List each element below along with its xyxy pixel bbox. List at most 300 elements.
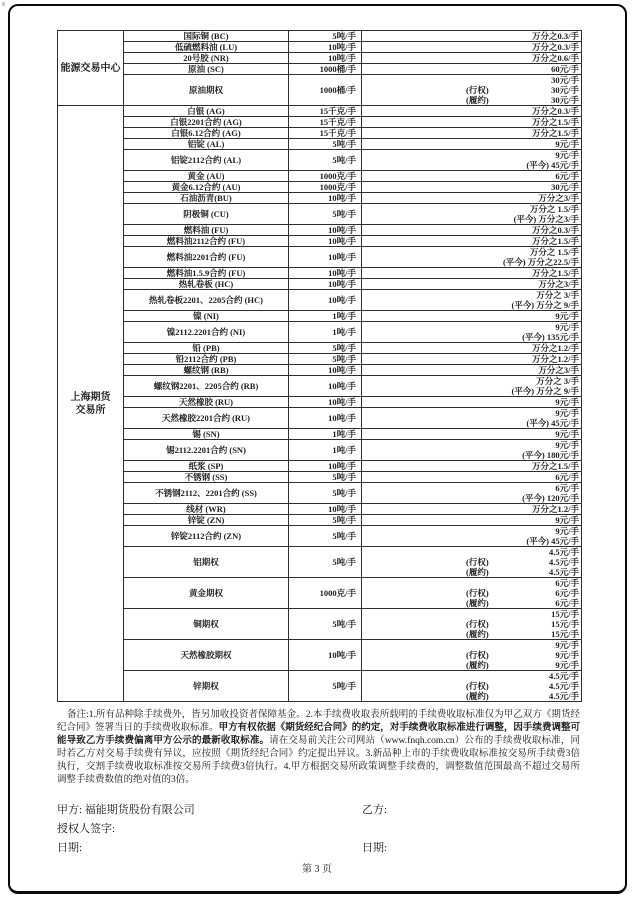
fee-line: [362, 567, 579, 577]
fee-cell: [362, 42, 581, 52]
product-cell: 石油沥青(BU): [124, 193, 289, 203]
fee-value: 9元/手: [555, 322, 579, 332]
fee-cell: [362, 150, 581, 170]
fee-value: (平今) 万分之22.5/手: [502, 257, 579, 267]
product-cell: 原油 (SC): [124, 64, 289, 74]
unit-cell: 10吨/手: [289, 42, 362, 52]
unit-cell: 10吨/手: [289, 408, 362, 428]
fee-value: 万分之 3/手: [536, 290, 579, 300]
section-rows: [124, 106, 581, 701]
fee-line: [362, 408, 579, 418]
fee-line: [362, 290, 579, 300]
unit-cell: 10吨/手: [289, 365, 362, 375]
fee-value: 万分之0.3/手: [532, 106, 579, 116]
table-row: [124, 64, 581, 75]
fee-line: [362, 193, 579, 203]
product-cell: 铜期权: [124, 609, 289, 639]
fee-line: [362, 557, 579, 567]
fee-value: 9元/手: [555, 397, 579, 407]
fee-value: 30元/手: [551, 85, 579, 95]
fee-cell: [362, 311, 581, 321]
fee-value: 万分之 1.5/手: [529, 204, 579, 214]
fee-line: [362, 691, 579, 701]
product-cell: 不锈钢 (SS): [124, 472, 289, 482]
fee-line: [362, 547, 579, 557]
fee-line: [362, 483, 579, 493]
fee-value: 30元/手: [551, 75, 579, 85]
fee-tag: (履约): [466, 598, 489, 608]
fee-cell: [362, 225, 581, 235]
exchange-cell: [58, 31, 124, 105]
fee-cell: [362, 547, 581, 577]
fee-value: 9元/手: [555, 429, 579, 439]
fee-line: [362, 279, 579, 289]
fee-line: [362, 515, 579, 525]
fee-line: [362, 247, 579, 257]
fee-value: 9元/手: [555, 650, 579, 660]
fee-line: [362, 214, 579, 224]
fee-value: 15元/手: [551, 629, 579, 639]
fee-line: [362, 472, 579, 482]
table-row: [124, 193, 581, 204]
fee-line: [362, 42, 579, 52]
fee-value: (平今) 45元/手: [526, 160, 579, 170]
table-row: [124, 139, 581, 150]
unit-cell: 1000克/手: [289, 182, 362, 192]
fee-tag: (履约): [466, 629, 489, 639]
table-row: [124, 440, 581, 461]
unit-cell: 10吨/手: [289, 461, 362, 471]
product-cell: 燃料油2201合约 (FU): [124, 247, 289, 267]
table-row: [124, 408, 581, 429]
fee-cell: [362, 483, 581, 503]
fee-line: [362, 440, 579, 450]
table-row: [124, 150, 581, 171]
product-cell: 纸浆 (SP): [124, 461, 289, 471]
table-section: [58, 31, 581, 106]
fee-value: 9元/手: [555, 515, 579, 525]
fee-tag: (行权): [466, 557, 489, 567]
table-row: [124, 578, 581, 609]
table-row: [124, 472, 581, 483]
fee-value: 万分之1.2/手: [532, 343, 579, 353]
fee-tag: (行权): [466, 650, 489, 660]
table-row: [124, 106, 581, 117]
fee-line: [362, 578, 579, 588]
fee-line: [362, 171, 579, 181]
product-cell: 锡2112.2201合约 (SN): [124, 440, 289, 460]
fee-value: 万分之1.5/手: [532, 117, 579, 127]
fee-value: 4.5元/手: [549, 567, 579, 577]
fee-value: 15元/手: [551, 609, 579, 619]
unit-cell: 5吨/手: [289, 343, 362, 353]
fee-cell: [362, 640, 581, 670]
product-cell: 天然橡胶2201合约 (RU): [124, 408, 289, 428]
fee-value: 万分之 3/手: [536, 376, 579, 386]
fee-cell: [362, 268, 581, 278]
fee-value: 30元/手: [551, 95, 579, 105]
fee-cell: [362, 204, 581, 224]
date-a-label: 日期:: [57, 842, 83, 854]
table-row: [124, 42, 581, 53]
fee-line: [362, 322, 579, 332]
fee-value: 15元/手: [551, 619, 579, 629]
scan-artifact: [2, 2, 5, 6]
unit-cell: 5吨/手: [289, 31, 362, 41]
unit-cell: 10吨/手: [289, 397, 362, 407]
fee-value: 6元/手: [555, 588, 579, 598]
table-row: [124, 483, 581, 504]
fee-value: 9元/手: [555, 660, 579, 670]
exchange-cell: [58, 106, 124, 701]
fee-value: (平今) 180元/手: [522, 450, 579, 460]
fee-cell: [362, 290, 581, 310]
fee-line: [362, 182, 579, 192]
unit-cell: 1吨/手: [289, 311, 362, 321]
fee-value: (平今) 万分之 9/手: [511, 386, 579, 396]
fee-tag: (行权): [466, 588, 489, 598]
unit-cell: 1000桶/手: [289, 75, 362, 105]
unit-cell: 5吨/手: [289, 472, 362, 482]
notes-segment: 甲方有权依据《期货经纪合同》的约定，对手续费收取标准进行调整，因手续费调整可能导致乙方手续费偏离甲方公示的最新收取标准。: [57, 723, 580, 746]
unit-cell: 10吨/手: [289, 53, 362, 63]
fee-cell: [362, 343, 581, 353]
unit-cell: 1吨/手: [289, 440, 362, 460]
fee-line: [362, 257, 579, 267]
fee-value: 9元/手: [555, 150, 579, 160]
fee-value: 万分之0.6/手: [532, 53, 579, 63]
product-cell: 低硫燃料油 (LU): [124, 42, 289, 52]
fee-value: 6元/手: [555, 578, 579, 588]
table-row: [124, 376, 581, 397]
unit-cell: 10吨/手: [289, 290, 362, 310]
fee-line: [362, 31, 579, 41]
fee-value: (平今) 120元/手: [522, 493, 579, 503]
fee-value: 万分之0.3/手: [532, 31, 579, 41]
unit-cell: 5吨/手: [289, 139, 362, 149]
table-row: [124, 354, 581, 365]
fee-line: [362, 526, 579, 536]
fee-cell: [362, 515, 581, 525]
table-row: [124, 397, 581, 408]
notes-paragraph: [57, 709, 580, 787]
fee-cell: [362, 397, 581, 407]
fee-line: [362, 588, 579, 598]
table-row: [124, 504, 581, 515]
unit-cell: 10吨/手: [289, 225, 362, 235]
unit-cell: 15千克/手: [289, 106, 362, 116]
product-cell: 锌锭2112合约 (ZN): [124, 526, 289, 546]
fee-cell: [362, 193, 581, 203]
fee-tag: (履约): [466, 95, 489, 105]
fee-value: 万分之0.3/手: [532, 225, 579, 235]
table-row: [124, 247, 581, 268]
signature-block: [57, 801, 580, 858]
fee-line: [362, 150, 579, 160]
table-row: [124, 225, 581, 236]
fee-line: [362, 236, 579, 246]
table-row: [124, 290, 581, 311]
fee-line: [362, 504, 579, 514]
fee-line: [362, 640, 579, 650]
fee-cell: [362, 609, 581, 639]
table-row: [124, 640, 581, 671]
fee-cell: [362, 128, 581, 138]
fee-line: [362, 343, 579, 353]
fee-cell: [362, 354, 581, 364]
fee-line: [362, 376, 579, 386]
fee-tag: (行权): [466, 619, 489, 629]
fee-value: 30元/手: [551, 182, 579, 192]
product-cell: 锌锭 (ZN): [124, 515, 289, 525]
unit-cell: 10吨/手: [289, 268, 362, 278]
product-cell: 白银2201合约 (AG): [124, 117, 289, 127]
fee-value: 万分之3/手: [538, 193, 579, 203]
unit-cell: 15千克/手: [289, 117, 362, 127]
fee-line: [362, 660, 579, 670]
fee-line: [362, 268, 579, 278]
unit-cell: 5吨/手: [289, 547, 362, 577]
product-cell: 铝锭 (AL): [124, 139, 289, 149]
fee-line: [362, 429, 579, 439]
unit-cell: 10吨/手: [289, 193, 362, 203]
fee-value: 4.5元/手: [549, 557, 579, 567]
unit-cell: 5吨/手: [289, 150, 362, 170]
unit-cell: 1吨/手: [289, 429, 362, 439]
fee-cell: [362, 440, 581, 460]
unit-cell: 10吨/手: [289, 640, 362, 670]
table-row: [124, 53, 581, 64]
product-cell: 铅 (PB): [124, 343, 289, 353]
product-cell: 燃料油1.5.9合约 (FU): [124, 268, 289, 278]
fee-cell: [362, 106, 581, 116]
table-row: [124, 204, 581, 225]
unit-cell: 5吨/手: [289, 515, 362, 525]
unit-cell: 5吨/手: [289, 354, 362, 364]
fee-cell: [362, 279, 581, 289]
fee-cell: [362, 461, 581, 471]
product-cell: 国际铜 (BC): [124, 31, 289, 41]
fee-cell: [362, 139, 581, 149]
fee-line: [362, 204, 579, 214]
fee-value: 万分之3/手: [538, 279, 579, 289]
fee-cell: [362, 171, 581, 181]
fee-cell: [362, 322, 581, 342]
product-cell: 黄金 (AU): [124, 171, 289, 181]
fee-value: (平今) 万分之3/手: [513, 214, 579, 224]
fee-line: [362, 450, 579, 460]
fee-value: 6元/手: [555, 483, 579, 493]
product-cell: 黄金6.12合约 (AU): [124, 182, 289, 192]
table-row: [124, 526, 581, 547]
fee-line: [362, 598, 579, 608]
unit-cell: 5吨/手: [289, 526, 362, 546]
product-cell: 铝期权: [124, 547, 289, 577]
fee-line: [362, 117, 579, 127]
product-cell: 螺纹钢 (RB): [124, 365, 289, 375]
fee-value: 万分之 1.5/手: [529, 247, 579, 257]
table-row: [124, 609, 581, 640]
table-row: [124, 322, 581, 343]
date-b-label: 日期:: [362, 842, 388, 854]
table-section: [58, 106, 581, 701]
signature-row: [57, 839, 580, 858]
table-row: [124, 128, 581, 139]
signature-row: [57, 820, 580, 839]
fee-line: [362, 354, 579, 364]
fee-line: [362, 397, 579, 407]
fee-line: [362, 461, 579, 471]
unit-cell: 10吨/手: [289, 279, 362, 289]
fee-value: 4.5元/手: [549, 681, 579, 691]
fee-value: 6元/手: [555, 598, 579, 608]
fee-value: 6元/手: [555, 472, 579, 482]
fee-line: [362, 225, 579, 235]
unit-cell: 1000克/手: [289, 171, 362, 181]
fee-line: [362, 650, 579, 660]
product-cell: 不锈钢2112、2201合约 (SS): [124, 483, 289, 503]
product-cell: 镍2112.2201合约 (NI): [124, 322, 289, 342]
signature-row: [57, 801, 580, 820]
fee-cell: [362, 31, 581, 41]
fee-cell: [362, 526, 581, 546]
fee-cell: [362, 247, 581, 267]
table-row: [124, 343, 581, 354]
notes-segment: 备注:1.所有品种除手续费外，皆另加收投资者保障基金。2.本手续费收取表所载明的手续费收取标准仅为甲乙双方《期货经纪合同》签署当日的手续费收取标准。: [57, 710, 580, 733]
product-cell: 燃料油 (FU): [124, 225, 289, 235]
fee-value: 万分之1.2/手: [532, 354, 579, 364]
fee-value: 6元/手: [555, 171, 579, 181]
product-cell: 铝锭2112合约 (AL): [124, 150, 289, 170]
page-number: 第 3 页: [302, 864, 332, 875]
fee-value: 9元/手: [555, 408, 579, 418]
fee-line: [362, 85, 579, 95]
fee-value: 万分之3/手: [538, 365, 579, 375]
product-cell: 铅2112合约 (PB): [124, 354, 289, 364]
fee-line: [362, 365, 579, 375]
fee-value: 9元/手: [555, 526, 579, 536]
fee-tag: (履约): [466, 567, 489, 577]
fee-cell: [362, 53, 581, 63]
fee-cell: [362, 236, 581, 246]
table-row: [124, 171, 581, 182]
fee-line: [362, 671, 579, 681]
fee-value: 9元/手: [555, 440, 579, 450]
table-row: [124, 31, 581, 42]
table-row: [124, 671, 581, 701]
product-cell: 黄金期权: [124, 578, 289, 608]
table-row: [124, 268, 581, 279]
fee-line: [362, 106, 579, 116]
fee-line: [362, 386, 579, 396]
party-a-label: 甲方: 福能期货股份有限公司: [57, 804, 195, 816]
fee-line: [362, 493, 579, 503]
fee-value: 万分之1.5/手: [532, 268, 579, 278]
product-cell: 白银6.12合约 (AG): [124, 128, 289, 138]
product-cell: 20号胶 (NR): [124, 53, 289, 63]
fee-line: [362, 629, 579, 639]
product-cell: 天然橡胶 (RU): [124, 397, 289, 407]
fee-value: 4.5元/手: [549, 547, 579, 557]
fee-line: [362, 139, 579, 149]
fee-line: [362, 160, 579, 170]
exchange-label: 能源交易中心: [60, 62, 121, 74]
table-row: [124, 117, 581, 128]
product-cell: 燃料油2112合约 (FU): [124, 236, 289, 246]
fee-line: [362, 418, 579, 428]
authorized-signer-label: 授权人签字:: [57, 823, 116, 835]
fee-tag: (行权): [466, 85, 489, 95]
fee-value: 万分之1.5/手: [532, 236, 579, 246]
product-cell: 热轧卷板 (HC): [124, 279, 289, 289]
fee-value: (平今) 45元/手: [526, 536, 579, 546]
fee-cell: [362, 182, 581, 192]
fee-value: 60元/手: [551, 64, 579, 74]
table-row: [124, 365, 581, 376]
fee-cell: [362, 472, 581, 482]
fee-line: [362, 95, 579, 105]
product-cell: 锌期权: [124, 671, 289, 701]
fee-cell: [362, 408, 581, 428]
fee-value: 万分之1.5/手: [532, 461, 579, 471]
fee-value: (平今) 万分之 9/手: [511, 300, 579, 310]
table-row: [124, 311, 581, 322]
unit-cell: 5吨/手: [289, 609, 362, 639]
table-row: [124, 461, 581, 472]
fee-table: [57, 30, 582, 702]
fee-cell: [362, 504, 581, 514]
fee-line: [362, 609, 579, 619]
unit-cell: 10吨/手: [289, 504, 362, 514]
fee-line: [362, 75, 579, 85]
table-row: [124, 182, 581, 193]
fee-line: [362, 332, 579, 342]
fee-line: [362, 128, 579, 138]
fee-cell: [362, 376, 581, 396]
unit-cell: 10吨/手: [289, 236, 362, 246]
product-cell: 螺纹钢2201、2205合约 (RB): [124, 376, 289, 396]
unit-cell: 5吨/手: [289, 671, 362, 701]
product-cell: 天然橡胶期权: [124, 640, 289, 670]
fee-line: [362, 64, 579, 74]
exchange-label: 交易所: [75, 404, 106, 416]
unit-cell: 15千克/手: [289, 128, 362, 138]
fee-cell: [362, 365, 581, 375]
exchange-label: 上海期货: [70, 391, 111, 403]
table-row: [124, 279, 581, 290]
fee-value: 4.5元/手: [549, 671, 579, 681]
unit-cell: 10吨/手: [289, 376, 362, 396]
product-cell: 锡 (SN): [124, 429, 289, 439]
fee-value: 万分之0.3/手: [532, 42, 579, 52]
fee-cell: [362, 117, 581, 127]
fee-cell: [362, 578, 581, 608]
fee-value: (平今) 135元/手: [522, 332, 579, 342]
product-cell: 热轧卷板2201、2205合约 (HC): [124, 290, 289, 310]
table-row: [124, 236, 581, 247]
section-rows: [124, 31, 581, 105]
product-cell: 镍 (NI): [124, 311, 289, 321]
unit-cell: 1吨/手: [289, 322, 362, 342]
fee-line: [362, 681, 579, 691]
unit-cell: 1000克/手: [289, 578, 362, 608]
fee-value: (平今) 45元/手: [526, 418, 579, 428]
fee-line: [362, 536, 579, 546]
party-b-label: 乙方:: [362, 804, 388, 816]
fee-line: [362, 53, 579, 63]
product-cell: 阴极铜 (CU): [124, 204, 289, 224]
product-cell: 白银 (AG): [124, 106, 289, 116]
